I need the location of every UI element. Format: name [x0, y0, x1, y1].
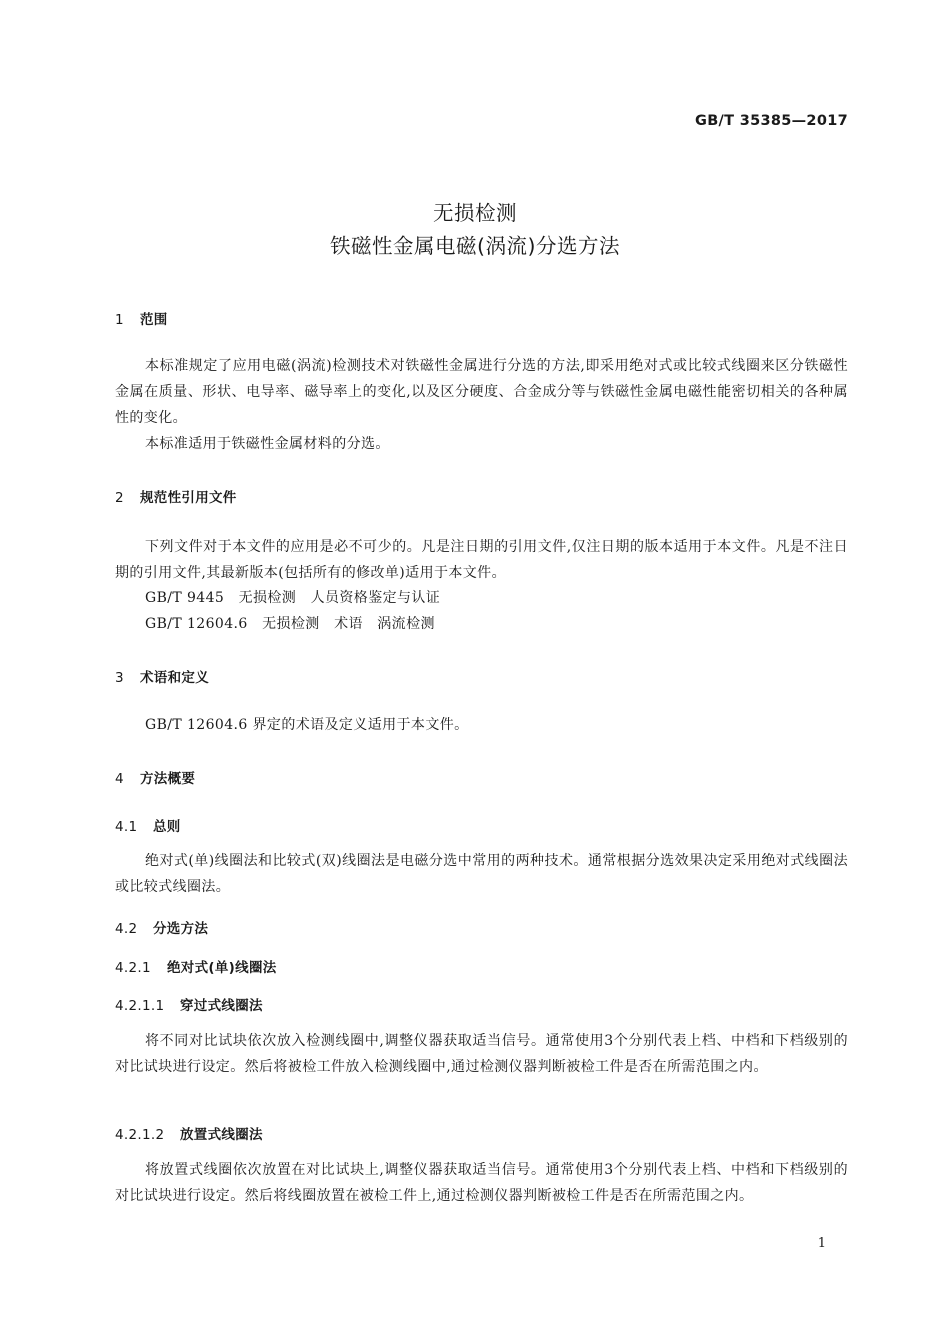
paragraph: 绝对式(单)线圈法和比较式(双)线圈法是电磁分选中常用的两种技术。通常根据分选效果决定采用绝对式线圈法或比较式线圈法。 [115, 853, 848, 895]
paragraph: GB/T 12604.6 界定的术语及定义适用于本文件。 [145, 717, 469, 733]
section-title: 规范性引用文件 [140, 490, 237, 506]
section-4-2-1-heading [115, 956, 277, 976]
section-4-1-heading [115, 815, 181, 835]
reference-item: GB/T 9445 无损检测 人员资格鉴定与认证 [145, 590, 441, 606]
paragraph: 本标准规定了应用电磁(涡流)检测技术对铁磁性金属进行分选的方法,即采用绝对式或比较式线圈来区分铁磁性金属在质量、形状、电导率、磁导率上的变化,以及区分硬度、合金成分等与铁磁性金属电磁性能密切相关的各种属性的变化。 [115, 358, 848, 426]
section-title: 方法概要 [140, 771, 196, 787]
section-title: 绝对式(单)线圈法 [167, 960, 277, 976]
section-number: 4.2 [115, 921, 138, 937]
document-title-line1: 无损检测 [433, 201, 517, 225]
section-4-2-1-1-heading [115, 994, 263, 1014]
section-number: 4 [115, 771, 124, 787]
section-4-heading [115, 767, 195, 787]
section-title: 总则 [153, 819, 181, 835]
section-3-heading [115, 666, 209, 686]
paragraph: 将不同对比试块依次放入检测线圈中,调整仪器获取适当信号。通常使用3个分别代表上档、中档和下档级别的对比试块进行设定。然后将被检工件放入检测线圈中,通过检测仪器判断被检工件是否在所需范围之内。 [115, 1033, 848, 1075]
section-4-2-heading [115, 917, 208, 937]
page-number: 1 [817, 1236, 826, 1251]
section-number: 4.1 [115, 819, 138, 835]
document-title-line2: 铁磁性金属电磁(涡流)分选方法 [330, 234, 620, 258]
paragraph: 下列文件对于本文件的应用是必不可少的。凡是注日期的引用文件,仅注日期的版本适用于本文件。凡是不注日期的引用文件,其最新版本(包括所有的修改单)适用于本文件。 [115, 539, 848, 581]
section-number: 4.2.1 [115, 960, 151, 976]
section-title: 放置式线圈法 [180, 1127, 263, 1143]
paragraph: 本标准适用于铁磁性金属材料的分选。 [145, 436, 390, 452]
section-4-2-1-2-heading [115, 1123, 263, 1143]
section-number: 1 [115, 312, 124, 328]
section-number: 2 [115, 490, 124, 506]
section-number: 3 [115, 670, 124, 686]
reference-item: GB/T 12604.6 无损检测 术语 涡流检测 [145, 616, 435, 632]
section-title: 穿过式线圈法 [180, 998, 263, 1014]
paragraph: 将放置式线圈依次放置在对比试块上,调整仪器获取适当信号。通常使用3个分别代表上档、中档和下档级别的对比试块进行设定。然后将线圈放置在被检工件上,通过检测仪器判断被检工件是否在所需范围之内。 [115, 1162, 848, 1204]
section-title: 范围 [140, 312, 168, 328]
standard-code: GB/T 35385—2017 [695, 113, 848, 129]
section-title: 术语和定义 [140, 670, 209, 686]
section-2-heading [115, 486, 237, 506]
section-title: 分选方法 [153, 921, 209, 937]
section-number: 4.2.1.1 [115, 998, 165, 1014]
section-number: 4.2.1.2 [115, 1127, 165, 1143]
section-1-heading [115, 308, 168, 328]
